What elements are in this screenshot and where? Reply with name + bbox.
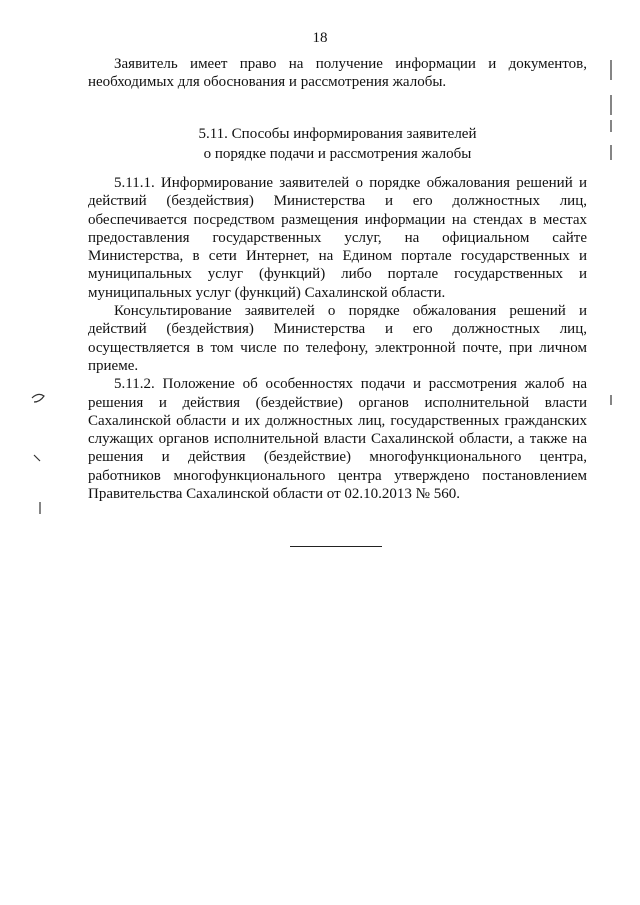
left-margin-scribble xyxy=(32,394,44,402)
section-heading-line-2: о порядке подачи и рассмотрения жалобы xyxy=(203,146,472,162)
section-body xyxy=(88,174,587,503)
paragraph-5-11-1: 5.11.1. Информирование заявителей о порядке обжалования решений и действий (бездействия) Министерства и его должностных лиц, обеспечивается посредством размещения информации на стендах в местах предоставления государственных услуг, на официальном сайте Министерства, в сети Интернет, на Едином портале государственных и муниципальных услуг (функций) либо портале государственных и муниципальных услуг (функций) Сахалинской области. xyxy=(88,175,587,301)
paragraph-consultation: Консультирование заявителей о порядке обжалования решений и действий (бездействия) Министерства и его должностных лиц, осуществляется в том числе по телефону, электронной почте, при личном приеме. xyxy=(88,303,587,374)
intro-paragraph-block xyxy=(88,55,587,92)
end-of-text-rule xyxy=(290,546,382,547)
paragraph-5-11-2: 5.11.2. Положение об особенностях подачи и рассмотрения жалоб на решения и действия (бездействие) органов исполнительной власти Сахалинской области и их должностных лиц, государственных гражданских служащих органов исполнительной власти Сахалинской области, а также на решения и действия (бездействие) многофункционального центра, работников многофункционального центра утверждено постановлением Правительства Сахалинской области от 02.10.2013 № 560. xyxy=(88,376,587,503)
section-heading xyxy=(88,124,587,164)
left-margin-scribble xyxy=(34,455,40,461)
section-heading-line-1: 5.11. Способы информирования заявителей xyxy=(198,126,477,142)
page-number: 18 xyxy=(312,30,328,46)
intro-paragraph: Заявитель имеет право на получение информации и документов, необходимых для обоснования и рассмотрения жалобы. xyxy=(88,56,587,91)
